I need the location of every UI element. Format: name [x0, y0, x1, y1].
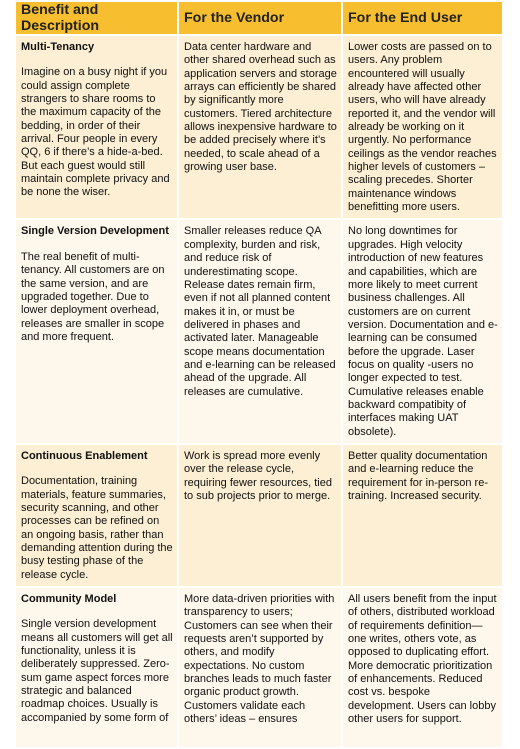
vendor-cell: Smaller releases reduce QA complexity, burden and risk, and reduce risk of underestimating scope. Release dates remain firm, even if not all planned content makes it in, or must be delivered in phases and activated later. Manageable scope means documentation and e-learning can be released ahead of the upgrade. All releases are cumulative. [178, 219, 342, 444]
benefit-cell [16, 219, 178, 444]
end-user-cell: No long downtimes for upgrades. High velocity introduction of new features and capabilities, which are more likely to meet current business challenges. All customers are on current version. Documentation and e-learning can be consumed before the upgrade. Laser focus on quality -users no longer expected to test. Cumulative releases enable backward compatibity of interfaces making UAT obsolete). [342, 219, 502, 444]
row-description: Documentation, training materials, feature summaries, security scanning, and other processes can be refined on an ongoing basis, rather than demanding attention during the busy testing phase of the release cycle. [21, 475, 173, 581]
row-title: Continuous Enablement [21, 449, 148, 462]
row-title: Single Version Development [21, 225, 169, 238]
row-description: Imagine on a busy night if you could assign complete strangers to share rooms to the maximum capacity of the bedding, in order of their arrival. Four people in every QQ, 6 if there’s a hide-a-bed. But each guest would still maintain complete privacy and be none the wiser. [21, 66, 170, 199]
row-title: Community Model [21, 593, 117, 606]
header-benefit: Benefit and Description [16, 2, 178, 35]
vendor-cell: More data-driven priorities with transparency to users; Customers can see when their requests aren’t supported by others, and modify expectations. No custom branches leads to much faster organic product growth. Customers validate each others’ ideas – ensures [178, 587, 342, 748]
table-row [16, 444, 502, 587]
header-end-user: For the End User [342, 2, 502, 35]
row-description: Single version development means all customers will get all functionality, unless it is deliberately suppressed. Zero-sum game aspect forces more strategic and balanced roadmap choices. Usually is accompanied by some form of [21, 618, 173, 724]
row-title: Multi-Tenancy [21, 41, 95, 53]
end-user-cell: All users benefit from the input of others, distributed workload of requirements definition—one writes, others vote, as opposed to duplicating effort. More democratic prioritization of enhancements. Reduced cost vs. bespoke development. Users can lobby other users for support. [342, 587, 502, 748]
end-user-cell: Lower costs are passed on to users. Any problem encountered will usually already have affected other users, who will have already reported it, and the vendor will already be working on it urgently. No performance ceilings as the vendor reaches higher levels of customers – scaling precedes. Shorter maintenance windows benefitting more users. [342, 35, 502, 219]
vendor-cell: Data center hardware and other shared overhead such as application servers and storage arrays can efficiently be shared by significantly more customers. Tiered architecture allows inexpensive hardware to be added precisely where it’s needed, to scale ahead of a growing user base. [178, 35, 342, 219]
table-row [16, 219, 502, 444]
vendor-cell: Work is spread more evenly over the release cycle, requiring fewer resources, tied to sub projects prior to merge. [178, 444, 342, 587]
benefits-table [16, 2, 502, 749]
header-row [16, 2, 502, 35]
benefit-cell [16, 444, 178, 587]
header-vendor: For the Vendor [178, 2, 342, 35]
benefit-cell [16, 35, 178, 219]
table-row [16, 35, 502, 219]
row-description: The real benefit of multi-tenancy. All customers are on the same version, and are upgraded together. Due to lower deployment overhead, releases are smaller in scope and more frequent. [21, 250, 165, 343]
end-user-cell: Better quality documentation and e-learning reduce the requirement for in-person re-training. Increased security. [342, 444, 502, 587]
table-row [16, 587, 502, 748]
benefit-cell [16, 587, 178, 748]
